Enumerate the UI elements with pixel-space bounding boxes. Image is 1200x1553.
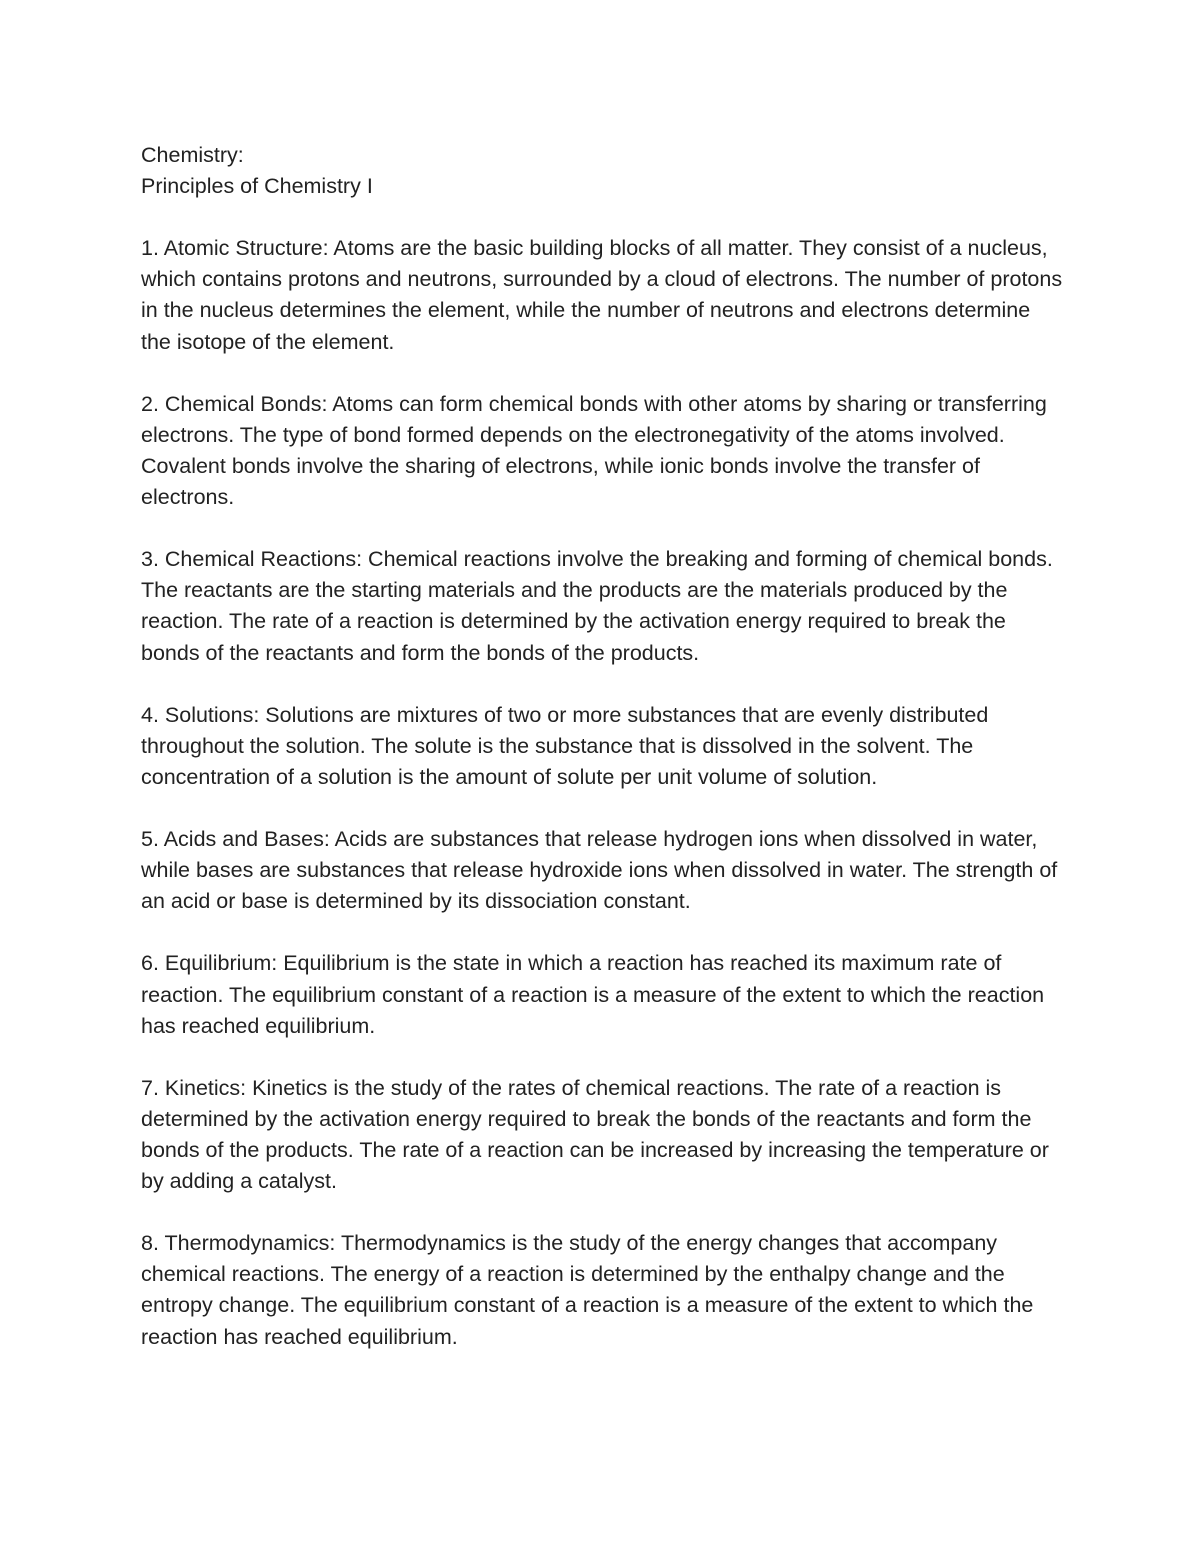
subject-heading: Chemistry:: [141, 143, 244, 167]
section-chemical-bonds: 2. Chemical Bonds: Atoms can form chemical bonds with other atoms by sharing or transferring electrons. The type of bond formed depends on the electronegativity of the atoms involved. Covalent bonds involve the sharing of electrons, while ionic bonds involve the transfer of electrons.: [141, 391, 1047, 510]
document-body: [141, 140, 1066, 1353]
section-acids-and-bases: 5. Acids and Bases: Acids are substances that release hydrogen ions when dissolved in water, while bases are substances that release hydroxide ions when dissolved in water. The strength of an acid or base is determined by its dissociation constant.: [141, 827, 1058, 914]
section-chemical-reactions: 3. Chemical Reactions: Chemical reactions involve the breaking and forming of chemical bonds. The reactants are the starting materials and the products are the materials produced by the reaction. The rate of a reaction is determined by the activation energy required to break the bonds of the reactants and form the bonds of the products.: [141, 547, 1053, 665]
section-solutions: 4. Solutions: Solutions are mixtures of two or more substances that are evenly distributed throughout the solution. The solute is the substance that is dissolved in the solvent. The concentration of a solution is the amount of solute per unit volume of solution.: [141, 702, 989, 789]
section-kinetics: 7. Kinetics: Kinetics is the study of the rates of chemical reactions. The rate of a reaction is determined by the activation energy required to break the bonds of the reactants and form the bonds of the products. The rate of a reaction can be increased by increasing the temperature or by adding a catalyst.: [141, 1075, 1049, 1194]
section-thermodynamics: 8. Thermodynamics: Thermodynamics is the study of the energy changes that accompany chemical reactions. The energy of a reaction is determined by the enthalpy change and the entropy change. The equilibrium constant of a reaction is a measure of the extent to which the reaction has reached equilibrium.: [141, 1231, 1034, 1349]
section-equilibrium: 6. Equilibrium: Equilibrium is the state in which a reaction has reached its maximum rate of reaction. The equilibrium constant of a reaction is a measure of the extent to which the reaction has reached equilibrium.: [141, 951, 1045, 1038]
course-title: Principles of Chemistry I: [141, 174, 373, 199]
section-atomic-structure: 1. Atomic Structure: Atoms are the basic building blocks of all matter. They consist of a nucleus, which contains protons and neutrons, surrounded by a cloud of electrons. The number of protons in the nucleus determines the element, while the number of neutrons and electrons determine the isotope of the element.: [141, 236, 1063, 354]
